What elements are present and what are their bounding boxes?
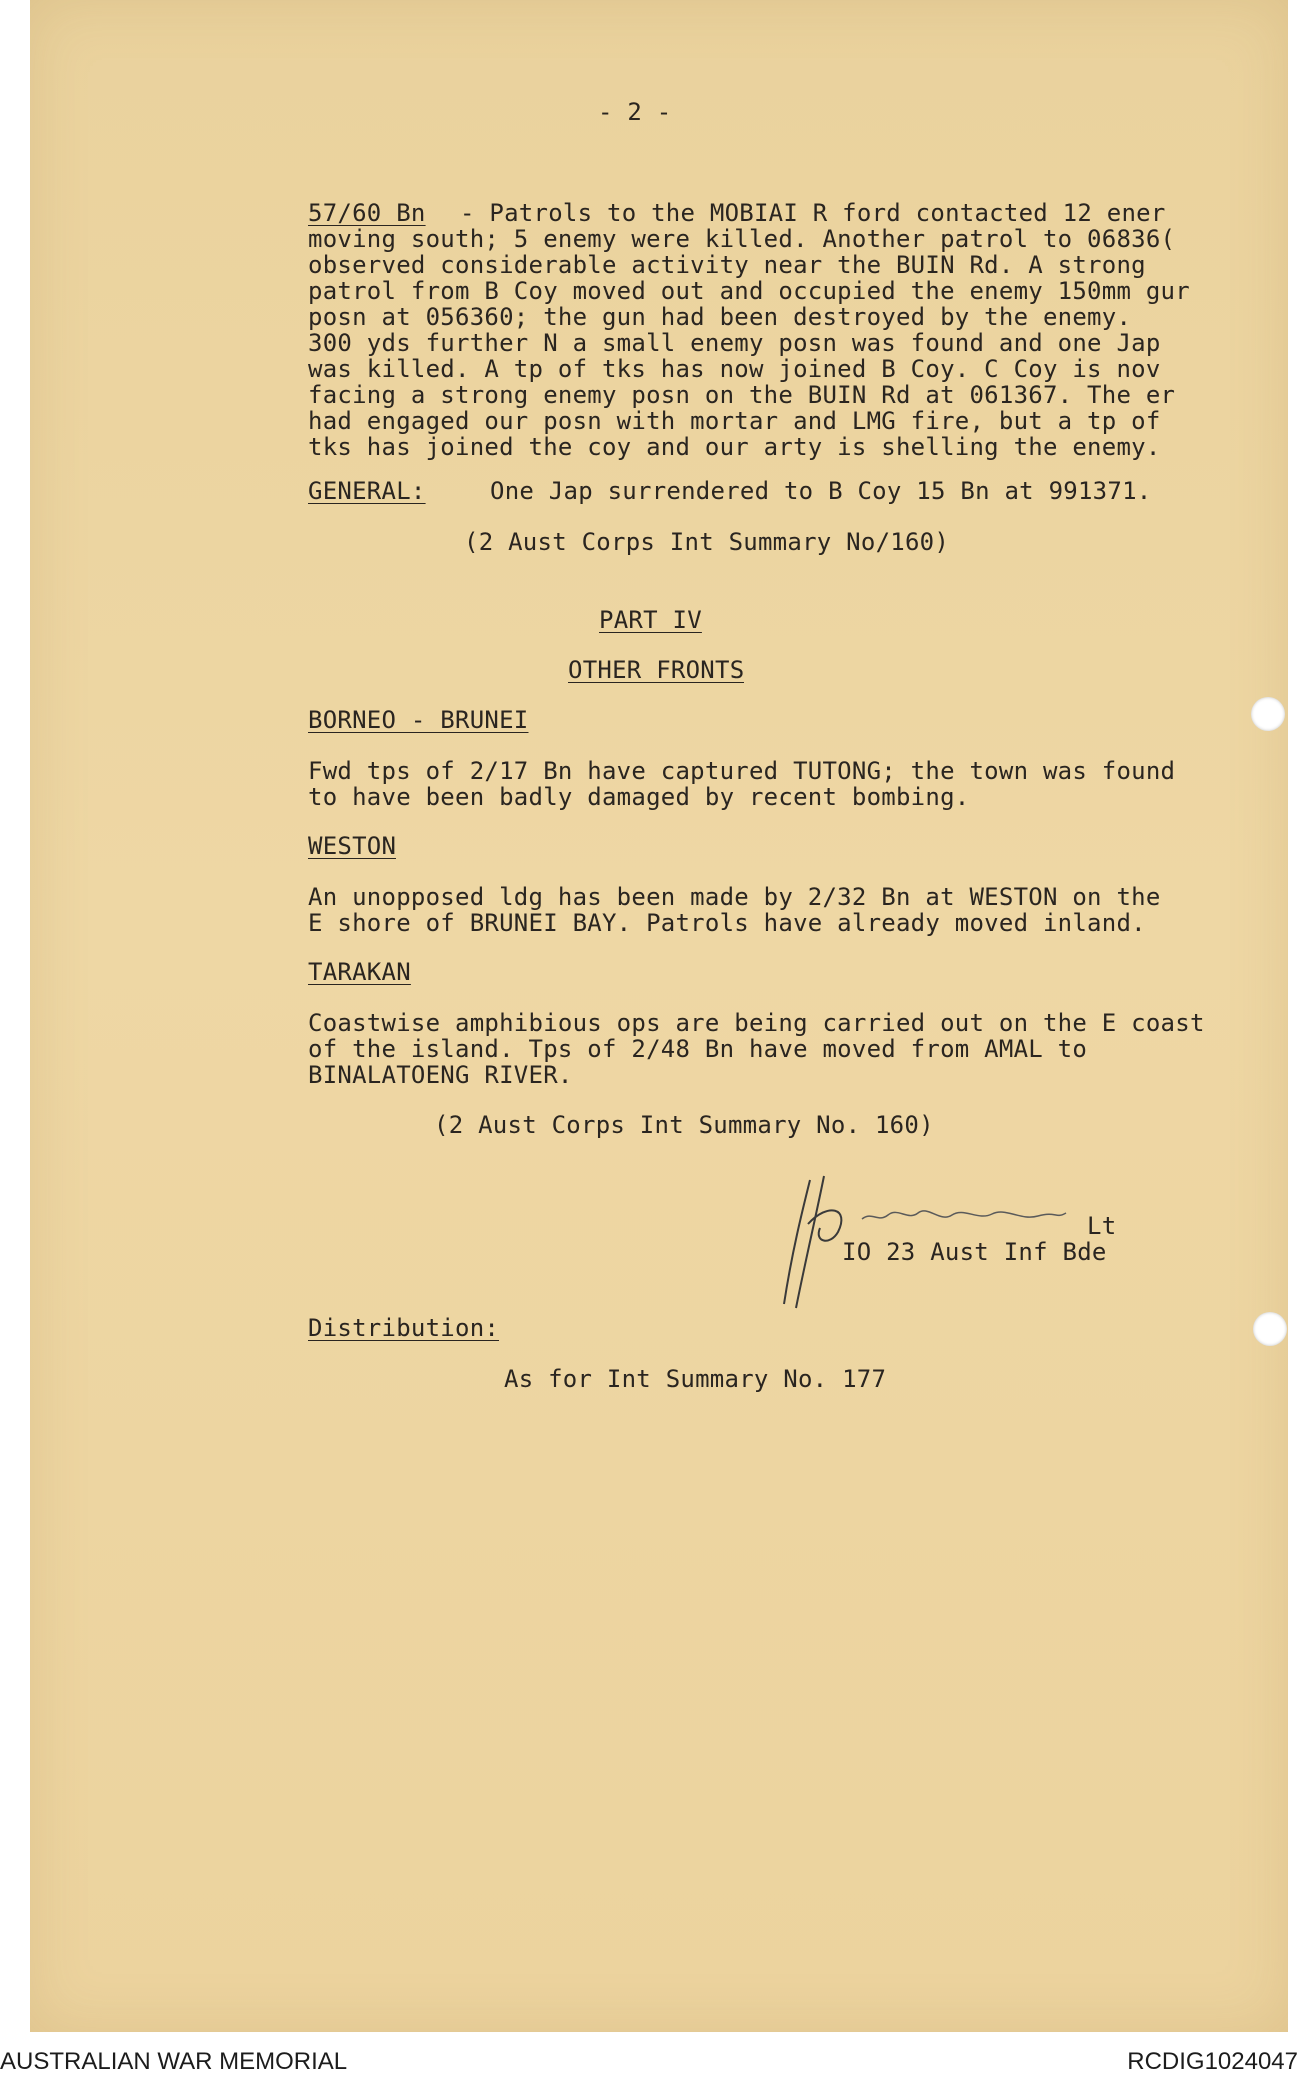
punch-hole-top — [1251, 697, 1285, 731]
signature-scrawl — [860, 1205, 1070, 1225]
tarakan-heading — [308, 960, 411, 986]
para-5760-line-8: facing a strong enemy posn on the BUIN Rd at 061367. The er — [308, 383, 1176, 409]
tarakan-line-2: of the island. Tps of 2/48 Bn have moved from AMAL to — [308, 1037, 1088, 1063]
footer-id: RCDIG1024047 — [1127, 2048, 1298, 2075]
para-5760-line-6: 300 yds further N a small enemy posn was found and one Jap — [308, 331, 1161, 357]
footer-source: AUSTRALIAN WAR MEMORIAL — [0, 2048, 348, 2075]
part-subheading-text: OTHER FRONTS — [568, 658, 745, 684]
borneo-line-1: Fwd tps of 2/17 Bn have captured TUTONG; the town was found — [308, 759, 1176, 785]
weston-line-1: An unopposed ldg has been made by 2/32 Bn at WESTON on the — [308, 885, 1161, 911]
borneo-heading — [308, 708, 529, 734]
general-text: One Jap surrendered to B Coy 15 Bn at 991371. — [490, 479, 1152, 505]
tarakan-line-3: BINALATOENG RIVER. — [308, 1063, 573, 1089]
borneo-heading-text: BORNEO - BRUNEI — [308, 708, 529, 734]
distribution-text: As for Int Summary No. 177 — [504, 1367, 887, 1393]
punch-hole-bottom — [1253, 1312, 1287, 1346]
para-5760-line-5: posn at 056360; the gun had been destroyed by the enemy. — [308, 305, 1132, 331]
part-heading — [599, 608, 702, 634]
signature-title: IO 23 Aust Inf Bde — [842, 1240, 1107, 1266]
para-5760-line-9: had engaged our posn with mortar and LMG fire, but a tp of — [308, 409, 1161, 435]
weston-line-2: E shore of BRUNEI BAY. Patrols have already moved inland. — [308, 911, 1146, 937]
unit-label-text: 57/60 Bn — [308, 201, 426, 227]
tarakan-heading-text: TARAKAN — [308, 960, 411, 986]
general-label — [308, 479, 426, 505]
source-citation-2: (2 Aust Corps Int Summary No. 160) — [434, 1113, 934, 1139]
weston-heading — [308, 834, 396, 860]
distribution-label — [308, 1316, 499, 1342]
para-5760-line-10: tks has joined the coy and our arty is shelling the enemy. — [308, 435, 1161, 461]
para-5760-line-4: patrol from B Coy moved out and occupied the enemy 150mm gur — [308, 279, 1190, 305]
para-5760-line-1: - Patrols to the MOBIAI R ford contacted 12 ener — [460, 201, 1166, 227]
para-5760-line-2: moving south; 5 enemy were killed. Another patrol to 06836( — [308, 227, 1176, 253]
source-citation-1: (2 Aust Corps Int Summary No/160) — [464, 530, 950, 556]
page-number: - 2 - — [598, 100, 672, 126]
para-5760-line-7: was killed. A tp of tks has now joined B Coy. C Coy is nov — [308, 357, 1161, 383]
para-5760-line-3: observed considerable activity near the BUIN Rd. A strong — [308, 253, 1146, 279]
part-subheading — [568, 658, 744, 684]
part-heading-text: PART IV — [599, 608, 702, 634]
weston-heading-text: WESTON — [308, 834, 397, 860]
general-label-text: GENERAL: — [308, 479, 426, 505]
tarakan-line-1: Coastwise amphibious ops are being carried out on the E coast — [308, 1011, 1205, 1037]
distribution-label-text: Distribution: — [308, 1316, 500, 1342]
borneo-line-2: to have been badly damaged by recent bombing. — [308, 785, 970, 811]
unit-label-5760 — [308, 201, 426, 227]
signature-rank: Lt — [1087, 1214, 1117, 1240]
